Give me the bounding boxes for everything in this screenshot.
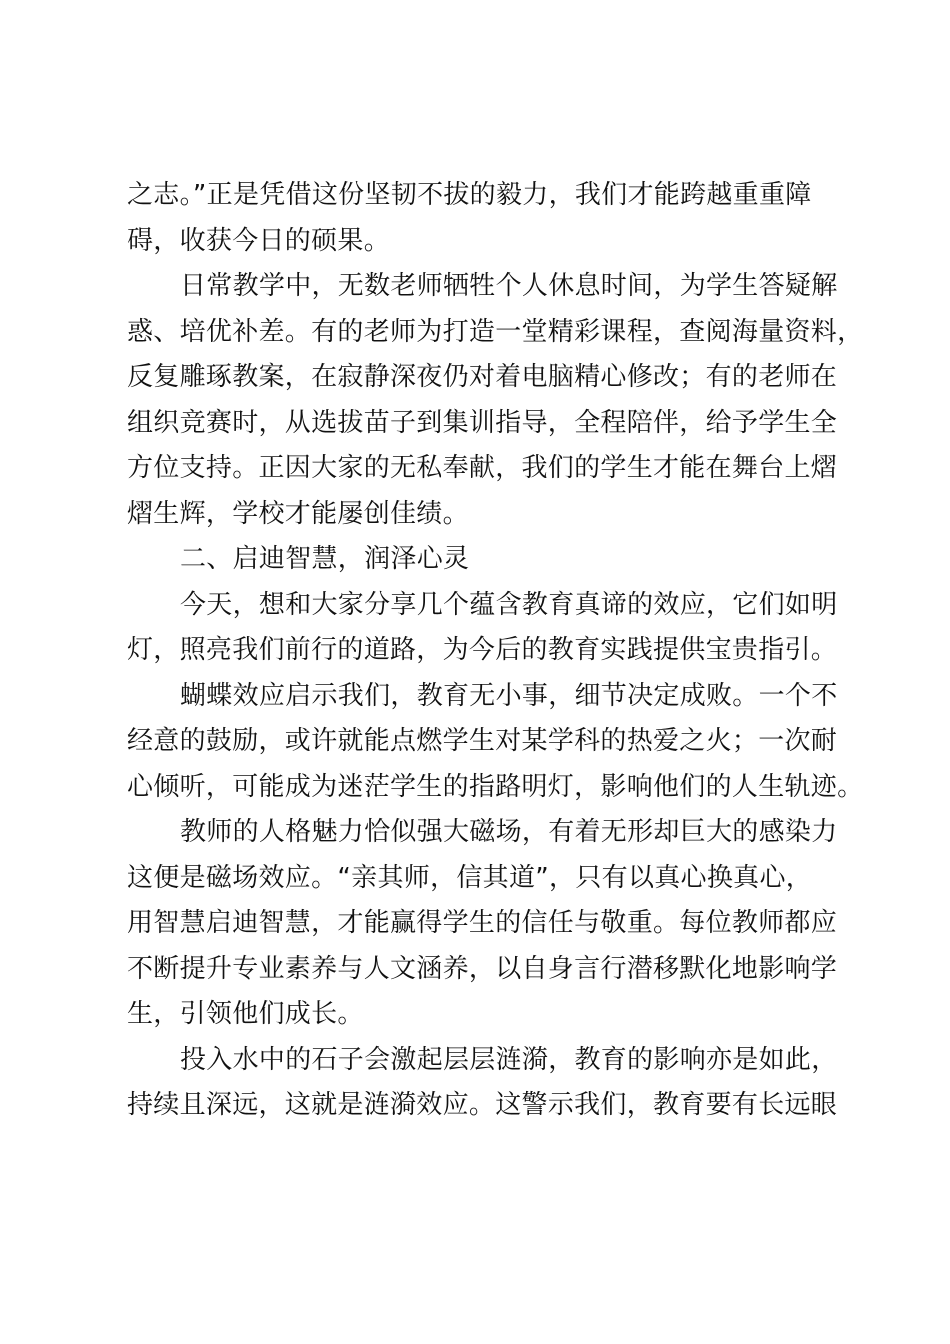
text-line: 之志。”正是凭借这份坚韧不拔的毅力，我们才能跨越重重障 bbox=[127, 180, 812, 210]
text-line: 用智慧启迪智慧，才能赢得学生的信任与敬重。每位教师都应 bbox=[127, 908, 838, 938]
text-line: 心倾听，可能成为迷茫学生的指路明灯，影响他们的人生轨迹。 bbox=[127, 771, 864, 802]
body-text bbox=[127, 173, 864, 1129]
text-line: 熠生辉，学校才能屡创佳绩。 bbox=[127, 498, 469, 529]
text-line: 这便是磁场效应。“亲其师，信其道”，只有以真心换真心， bbox=[127, 862, 813, 893]
text-line: 灯，照亮我们前行的道路，为今后的教育实践提供宝贵指引。 bbox=[127, 635, 838, 665]
paragraph-start-line: 投入水中的石子会激起层层涟漪，教育的影响亦是如此， bbox=[180, 1044, 838, 1075]
text-line: 经意的鼓励，或许就能点燃学生对某学科的热爱之火；一次耐 bbox=[127, 726, 838, 756]
section-heading: 二、启迪智慧，润泽心灵 bbox=[180, 544, 470, 574]
text-line: 方位支持。正因大家的无私奉献，我们的学生才能在舞台上熠 bbox=[127, 453, 838, 483]
text-line: 持续且深远，这就是涟漪效应。这警示我们，教育要有长远眼 bbox=[127, 1090, 838, 1120]
text-line: 反复雕琢教案，在寂静深夜仍对着电脑精心修改；有的老师在 bbox=[127, 362, 838, 392]
paragraph-start-line: 蝴蝶效应启示我们，教育无小事，细节决定成败。一个不 bbox=[180, 680, 838, 711]
text-line: 生，引领他们成长。 bbox=[127, 999, 364, 1029]
text-line: 组织竞赛时，从选拔苗子到集训指导，全程陪伴，给予学生全 bbox=[127, 407, 838, 438]
paragraph-start-line: 教师的人格魅力恰似强大磁场，有着无形却巨大的感染力 bbox=[180, 817, 838, 847]
paragraph-start-line: 今天，想和大家分享几个蕴含教育真谛的效应，它们如明 bbox=[180, 589, 838, 620]
text-line: 不断提升专业素养与人文涵养，以自身言行潜移默化地影响学 bbox=[127, 953, 838, 984]
paragraph-start-line: 日常教学中，无数老师牺牲个人休息时间，为学生答疑解 bbox=[180, 271, 838, 301]
text-line: 惑、培优补差。有的老师为打造一堂精彩课程，查阅海量资料， bbox=[127, 316, 864, 347]
text-line: 碍，收获今日的硕果。 bbox=[127, 225, 391, 256]
